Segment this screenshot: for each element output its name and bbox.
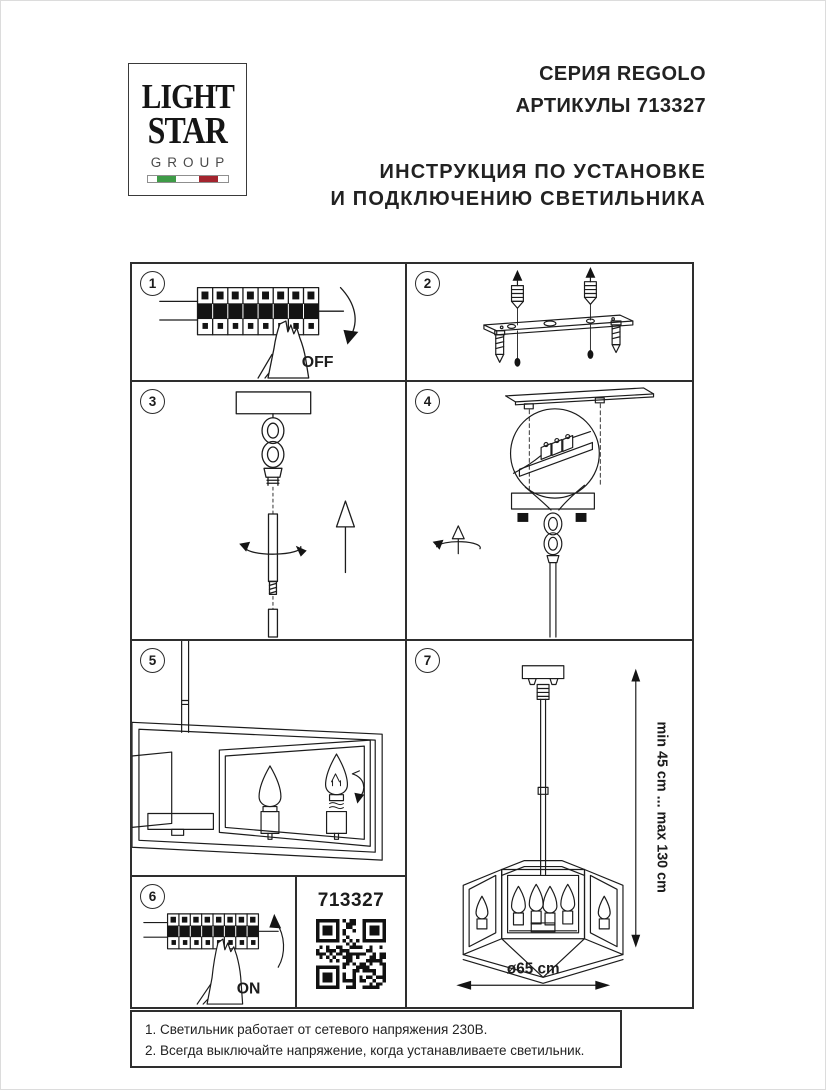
up-arrow-icon [269,914,283,967]
italian-flag-icon [147,175,229,183]
note-1: 1. Светильник работает от сетевого напряжения 230В. [145,1022,488,1037]
rotate-arrow-icon [352,771,364,804]
title-line-1: ИНСТРУКЦИЯ ПО УСТАНОВКЕ [379,161,706,183]
mounting-bracket-drawing [407,264,692,380]
step-number-badge: 1 [140,271,165,296]
note-2: 2. Всегда выключайте напряжение, когда устанавливаете светильник. [145,1042,585,1058]
canopy-mounting-drawing [407,382,692,639]
on-label: ON [236,980,261,998]
chandelier-drawing [407,641,692,1007]
step-number-badge: 4 [415,389,440,414]
step-number-badge: 3 [140,389,165,414]
step-2-panel [405,262,694,382]
step-5-panel [130,639,407,877]
magnifier-bubble [511,409,600,510]
logo-group: GROUP [150,155,231,170]
series-label: СЕРИЯ REGOLO [539,63,706,85]
diameter-dimension-label: ø65 cm [506,960,560,978]
step-number-badge: 7 [415,648,440,673]
step-1-panel [130,262,407,382]
title-line-2: И ПОДКЛЮЧЕНИЮ СВЕТИЛЬНИКА [330,188,706,210]
rotate-arrow-icon [239,542,307,557]
step-6-panel [130,875,297,1009]
instruction-title [330,159,706,213]
steps-grid [130,262,694,1009]
lightstar-logo [128,63,247,196]
article-number-label: 713327 [317,890,385,911]
qr-panel [295,875,407,1009]
down-arrow-icon [340,288,358,345]
step-7-panel [405,639,694,1009]
up-arrow-icon [513,270,523,286]
diameter-dimension-arrow [456,981,610,990]
step-number-badge: 5 [140,648,165,673]
step-3-panel [130,380,407,641]
articles-label: АРТИКУЛЫ 713327 [515,95,706,117]
height-dimension-label: min 45 cm ... max 130 cm [653,721,670,893]
breaker-off-drawing [132,264,405,380]
bulb-installation-drawing [132,641,405,875]
rod-assembly-drawing [132,382,405,639]
logo-star: STAR [147,110,228,152]
header [330,58,706,213]
off-label: OFF [301,354,334,372]
up-arrow-icon [337,501,355,572]
notes-box [130,1010,622,1068]
up-arrow-icon [585,267,595,282]
height-dimension-arrow [631,669,640,948]
step-number-badge: 6 [140,884,165,909]
rotate-arrow-icon [433,526,481,554]
step-4-panel [405,380,694,641]
qr-code-icon [316,919,386,989]
step-number-badge: 2 [415,271,440,296]
logo-light: LIGHT [141,77,234,116]
